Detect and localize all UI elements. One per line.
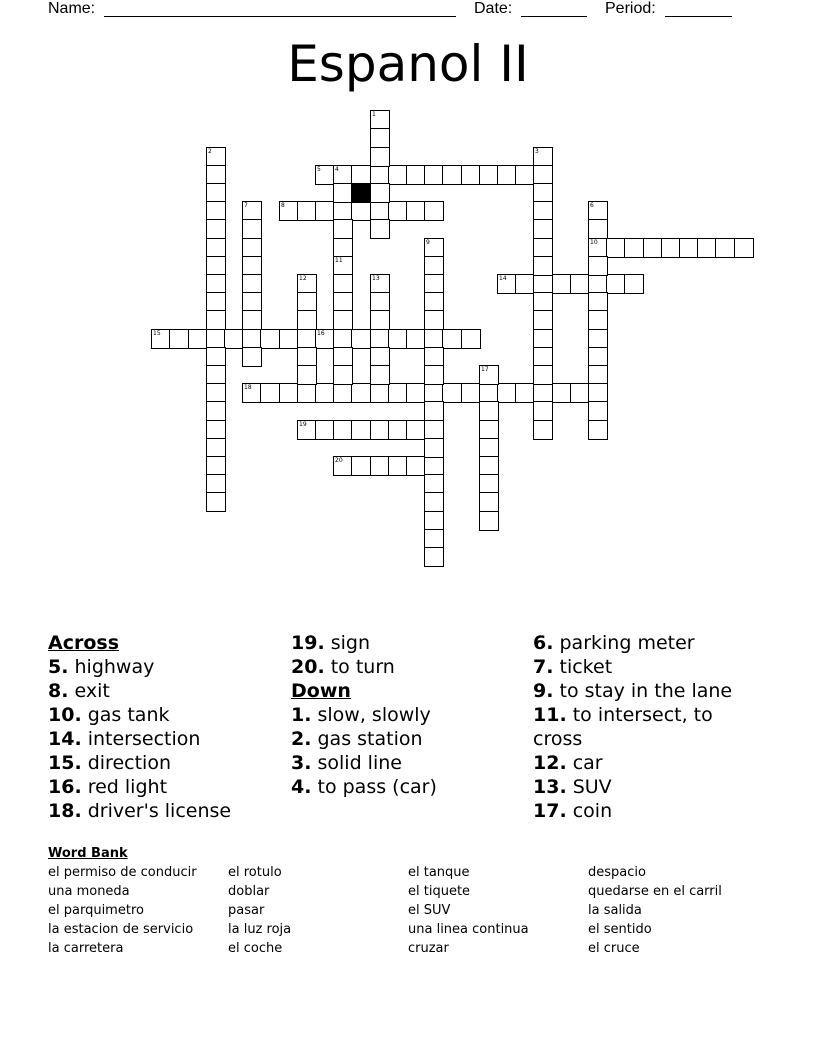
crossword-cell[interactable]	[697, 238, 717, 258]
crossword-cell[interactable]	[206, 492, 226, 512]
crossword-cell[interactable]	[370, 219, 390, 239]
word-bank-item: quedarse en el carril	[588, 884, 722, 899]
crossword-cell[interactable]	[533, 329, 553, 349]
page-title: Espanol II	[287, 35, 529, 93]
crossword-cell[interactable]	[624, 238, 644, 258]
crossword-cell[interactable]	[406, 420, 426, 440]
crossword-cell[interactable]	[588, 274, 608, 294]
word-bank-item: pasar	[228, 903, 265, 918]
cell-number: 5	[317, 166, 321, 173]
crossword-cell[interactable]	[479, 474, 499, 494]
crossword-cell[interactable]	[552, 383, 572, 403]
crossword-cell[interactable]	[533, 401, 553, 421]
crossword-cell[interactable]	[424, 274, 444, 294]
crossword-cell[interactable]	[533, 165, 553, 185]
crossword-cell[interactable]	[370, 201, 390, 221]
crossword-cell[interactable]	[388, 456, 408, 476]
crossword-cell[interactable]	[588, 329, 608, 349]
crossword-cell[interactable]	[370, 165, 390, 185]
crossword-cell[interactable]	[242, 238, 262, 258]
crossword-cell[interactable]	[206, 219, 226, 239]
clue-column-2	[291, 631, 531, 799]
crossword-cell[interactable]	[242, 274, 262, 294]
crossword-cell[interactable]	[370, 347, 390, 367]
crossword-cell[interactable]	[242, 292, 262, 312]
crossword-cell[interactable]	[206, 274, 226, 294]
crossword-cell[interactable]	[424, 256, 444, 276]
crossword-cell[interactable]	[242, 329, 262, 349]
crossword-cell[interactable]	[206, 147, 226, 167]
crossword-cell[interactable]	[424, 547, 444, 567]
crossword-cell[interactable]	[643, 238, 663, 258]
cell-number: 9	[426, 239, 430, 246]
crossword-cell[interactable]	[588, 420, 608, 440]
crossword-cell[interactable]	[279, 329, 299, 349]
crossword-cell[interactable]	[333, 238, 353, 258]
crossword-cell[interactable]	[533, 147, 553, 167]
word-bank-item: la carretera	[48, 941, 124, 956]
period-label: Period:	[605, 0, 656, 17]
crossword-cell[interactable]	[333, 329, 353, 349]
crossword-cell[interactable]	[461, 329, 481, 349]
crossword-cell[interactable]	[424, 292, 444, 312]
word-bank-item: el parquimetro	[48, 903, 144, 918]
word-bank-item: el cruce	[588, 941, 640, 956]
clue-column-1	[48, 631, 288, 823]
crossword-cell[interactable]	[479, 456, 499, 476]
crossword-cell[interactable]	[570, 274, 590, 294]
crossword-cell[interactable]	[515, 165, 535, 185]
crossword-cell[interactable]	[388, 329, 408, 349]
crossword-cell[interactable]	[588, 383, 608, 403]
clue-down-1: 1. slow, slowly	[291, 704, 431, 726]
crossword-cell[interactable]	[479, 383, 499, 403]
word-bank-column-4	[588, 863, 722, 958]
clue-down-2: 2. gas station	[291, 728, 423, 750]
crossword-cell[interactable]	[242, 347, 262, 367]
crossword-cell[interactable]	[333, 201, 353, 221]
crossword-cell[interactable]	[424, 383, 444, 403]
crossword-cell[interactable]	[661, 238, 681, 258]
crossword-cell[interactable]	[297, 365, 317, 385]
crossword-cell[interactable]	[206, 310, 226, 330]
crossword-cell[interactable]	[734, 238, 754, 258]
word-bank-item: el coche	[228, 941, 283, 956]
crossword-cell[interactable]	[206, 383, 226, 403]
word-bank	[48, 844, 788, 956]
crossword-cell[interactable]	[424, 492, 444, 512]
crossword-cell[interactable]	[206, 201, 226, 221]
crossword-cell[interactable]	[588, 310, 608, 330]
clue-down-7: 7. ticket	[533, 656, 613, 678]
word-bank-item: una linea continua	[408, 922, 529, 937]
crossword-cell[interactable]	[315, 420, 335, 440]
crossword-cell[interactable]	[370, 147, 390, 167]
crossword-cell[interactable]	[297, 274, 317, 294]
crossword-cell[interactable]	[351, 165, 371, 185]
crossword-cell[interactable]	[533, 274, 553, 294]
crossword-cell[interactable]	[206, 183, 226, 203]
crossword-cell[interactable]	[479, 420, 499, 440]
crossword-cell[interactable]	[588, 401, 608, 421]
crossword-cell[interactable]	[588, 292, 608, 312]
crossword-cell[interactable]	[406, 165, 426, 185]
crossword-cell[interactable]	[370, 383, 390, 403]
clue-across-15: 15. direction	[48, 752, 171, 774]
crossword-cell[interactable]	[333, 420, 353, 440]
cell-number: 7	[244, 202, 248, 209]
word-bank-item: despacio	[588, 865, 646, 880]
word-bank-title: Word Bank	[48, 846, 128, 861]
crossword-cell[interactable]	[297, 347, 317, 367]
word-bank-column-2	[228, 863, 291, 958]
cell-number: 13	[372, 275, 380, 282]
crossword-cell[interactable]	[406, 383, 426, 403]
clue-down-9: 9. to stay in the lane	[533, 680, 733, 702]
crossword-cell[interactable]	[424, 238, 444, 258]
crossword-cell[interactable]	[206, 238, 226, 258]
crossword-cell[interactable]	[533, 310, 553, 330]
crossword-cell[interactable]	[424, 347, 444, 367]
crossword-cell[interactable]	[606, 238, 626, 258]
clue-down-6: 6. parking meter	[533, 632, 695, 654]
crossword-cell[interactable]	[479, 438, 499, 458]
crossword-cell[interactable]	[297, 292, 317, 312]
crossword-cell[interactable]	[588, 256, 608, 276]
word-bank-item: doblar	[228, 884, 270, 899]
crossword-cell[interactable]	[333, 456, 353, 476]
clue-across-20: 20. to turn	[291, 656, 395, 678]
crossword-cell[interactable]	[260, 383, 280, 403]
crossword-cell[interactable]	[333, 347, 353, 367]
clue-across-14: 14. intersection	[48, 728, 201, 750]
cell-number: 15	[153, 330, 161, 337]
crossword-cell[interactable]	[315, 329, 335, 349]
clue-down-12: 12. car	[533, 752, 603, 774]
crossword-cell[interactable]	[406, 329, 426, 349]
crossword-cell[interactable]	[533, 420, 553, 440]
crossword-cell[interactable]	[260, 329, 280, 349]
clue-down-4: 4. to pass (car)	[291, 776, 437, 798]
crossword-cell[interactable]	[370, 292, 390, 312]
crossword-cell[interactable]	[424, 474, 444, 494]
crossword-cell[interactable]	[588, 365, 608, 385]
word-bank-item: el tiquete	[408, 884, 471, 899]
crossword-cell[interactable]	[206, 474, 226, 494]
crossword-cell[interactable]	[588, 201, 608, 221]
clue-across-8: 8. exit	[48, 680, 110, 702]
crossword-cell[interactable]	[242, 310, 262, 330]
crossword-cell[interactable]	[224, 329, 244, 349]
crossword-cell[interactable]	[388, 383, 408, 403]
crossword-cell[interactable]	[351, 329, 371, 349]
cell-number: 4	[335, 166, 339, 173]
cell-number: 20	[335, 457, 343, 464]
crossword-cell[interactable]	[370, 420, 390, 440]
crossword-cell[interactable]	[206, 292, 226, 312]
word-bank-item: la luz roja	[228, 922, 292, 937]
cell-number: 1	[372, 111, 376, 118]
crossword-cell[interactable]	[206, 420, 226, 440]
crossword-cell[interactable]	[570, 383, 590, 403]
crossword-cell[interactable]	[479, 511, 499, 531]
crossword-cell[interactable]	[461, 383, 481, 403]
cell-number: 3	[535, 148, 539, 155]
black-square	[351, 183, 371, 203]
clue-down-11: 11. to intersect, to cross	[533, 704, 713, 750]
crossword-cell[interactable]	[242, 383, 262, 403]
crossword-cell[interactable]	[424, 529, 444, 549]
crossword-cell[interactable]	[479, 365, 499, 385]
clue-across-18: 18. driver's license	[48, 800, 232, 822]
crossword-cell[interactable]	[206, 401, 226, 421]
crossword-cell[interactable]	[151, 329, 171, 349]
crossword-cell[interactable]	[206, 347, 226, 367]
crossword-cell[interactable]	[406, 201, 426, 221]
crossword-cell[interactable]	[679, 238, 699, 258]
word-bank-item: la estacion de servicio	[48, 922, 194, 937]
crossword-cell[interactable]	[351, 383, 371, 403]
crossword-cell[interactable]	[533, 292, 553, 312]
crossword-cell[interactable]	[333, 256, 353, 276]
crossword-cell[interactable]	[351, 201, 371, 221]
crossword-cell[interactable]	[242, 256, 262, 276]
crossword-cell[interactable]	[333, 165, 353, 185]
crossword-cell[interactable]	[388, 165, 408, 185]
clue-column-3	[533, 631, 763, 823]
cell-number: 10	[590, 239, 598, 246]
crossword-cell[interactable]	[242, 201, 262, 221]
crossword-cell[interactable]	[333, 310, 353, 330]
crossword-cell[interactable]	[479, 492, 499, 512]
cell-number: 17	[481, 366, 489, 373]
crossword-cell[interactable]	[169, 329, 189, 349]
crossword-cell[interactable]	[333, 274, 353, 294]
crossword-cell[interactable]	[279, 201, 299, 221]
crossword-cell[interactable]	[370, 456, 390, 476]
crossword-cell[interactable]	[315, 201, 335, 221]
cell-number: 19	[299, 421, 307, 428]
cell-number: 14	[499, 275, 507, 282]
crossword-cell[interactable]	[424, 329, 444, 349]
crossword-cell[interactable]	[588, 219, 608, 239]
cell-number: 2	[208, 148, 212, 155]
word-bank-column-3	[408, 863, 529, 958]
crossword-cell[interactable]	[333, 292, 353, 312]
clue-down-3: 3. solid line	[291, 752, 402, 774]
crossword-cell[interactable]	[370, 128, 390, 148]
crossword-cell[interactable]	[351, 420, 371, 440]
crossword-cell[interactable]	[370, 310, 390, 330]
clue-across-5: 5. highway	[48, 656, 155, 678]
crossword-cell[interactable]	[406, 456, 426, 476]
word-bank-item: el rotulo	[228, 865, 282, 880]
crossword-cell[interactable]	[497, 165, 517, 185]
date-label: Date:	[474, 0, 513, 17]
clue-down-17: 17. coin	[533, 800, 613, 822]
crossword-cell[interactable]	[315, 383, 335, 403]
crossword-cell[interactable]	[424, 401, 444, 421]
crossword-cell[interactable]	[333, 219, 353, 239]
crossword-cell[interactable]	[533, 183, 553, 203]
crossword-cell[interactable]	[442, 165, 462, 185]
crossword-cell[interactable]	[552, 274, 572, 294]
crossword-cell[interactable]	[370, 110, 390, 130]
crossword-cell[interactable]	[242, 219, 262, 239]
crossword-cell[interactable]	[279, 383, 299, 403]
crossword-cell[interactable]	[424, 420, 444, 440]
word-bank-item: el tanque	[408, 865, 470, 880]
cell-number: 11	[335, 257, 343, 264]
crossword-cell[interactable]	[533, 238, 553, 258]
down-heading: Down	[291, 680, 351, 702]
crossword-cell[interactable]	[442, 329, 462, 349]
crossword-cell[interactable]	[351, 456, 371, 476]
name-label: Name:	[48, 0, 96, 17]
word-bank-item: la salida	[588, 903, 642, 918]
crossword-cell[interactable]	[533, 347, 553, 367]
crossword-cell[interactable]	[315, 165, 335, 185]
word-bank-column-1	[48, 863, 197, 958]
crossword-cell[interactable]	[424, 365, 444, 385]
crossword-cell[interactable]	[297, 310, 317, 330]
crossword-cell[interactable]	[424, 438, 444, 458]
crossword-cell[interactable]	[297, 383, 317, 403]
clue-across-19: 19. sign	[291, 632, 370, 654]
crossword-cell[interactable]	[333, 183, 353, 203]
crossword-cell[interactable]	[715, 238, 735, 258]
word-bank-item: el sentido	[588, 922, 652, 937]
crossword-cell[interactable]	[297, 420, 317, 440]
crossword-cell[interactable]	[533, 219, 553, 239]
crossword-cell[interactable]	[479, 401, 499, 421]
cell-number: 12	[299, 275, 307, 282]
crossword-cell[interactable]	[479, 165, 499, 185]
crossword-cell[interactable]	[370, 329, 390, 349]
clue-down-13: 13. SUV	[533, 776, 612, 798]
crossword-cell[interactable]	[370, 274, 390, 294]
crossword-cell[interactable]	[533, 256, 553, 276]
crossword-cell[interactable]	[442, 383, 462, 403]
cell-number: 6	[590, 202, 594, 209]
crossword-cell[interactable]	[424, 456, 444, 476]
crossword-cell[interactable]	[533, 383, 553, 403]
crossword-cell[interactable]	[424, 310, 444, 330]
crossword-cell[interactable]	[333, 365, 353, 385]
crossword-cell[interactable]	[388, 201, 408, 221]
word-bank-item: una moneda	[48, 884, 130, 899]
crossword-cell[interactable]	[206, 438, 226, 458]
crossword-cell[interactable]	[206, 329, 226, 349]
crossword-cell[interactable]	[606, 274, 626, 294]
crossword-cell[interactable]	[297, 329, 317, 349]
word-bank-item: el SUV	[408, 903, 451, 918]
crossword-cell[interactable]	[388, 420, 408, 440]
cell-number: 8	[281, 202, 285, 209]
crossword-cell[interactable]	[588, 238, 608, 258]
crossword-cell[interactable]	[424, 511, 444, 531]
crossword-cell[interactable]	[206, 165, 226, 185]
crossword-cell[interactable]	[461, 165, 481, 185]
crossword-cell[interactable]	[424, 165, 444, 185]
cell-number: 18	[244, 384, 252, 391]
crossword-cell[interactable]	[333, 383, 353, 403]
crossword-cell[interactable]	[206, 456, 226, 476]
crossword-cell[interactable]	[497, 383, 517, 403]
crossword-cell[interactable]	[370, 365, 390, 385]
crossword-cell[interactable]	[188, 329, 208, 349]
crossword-cell[interactable]	[297, 201, 317, 221]
across-heading: Across	[48, 632, 120, 654]
crossword-cell[interactable]	[206, 256, 226, 276]
clue-across-10: 10. gas tank	[48, 704, 170, 726]
crossword-cell[interactable]	[533, 365, 553, 385]
crossword-cell[interactable]	[497, 274, 517, 294]
crossword-cell[interactable]	[424, 201, 444, 221]
crossword-cell[interactable]	[588, 347, 608, 367]
crossword-cell[interactable]	[370, 183, 390, 203]
word-bank-item: cruzar	[408, 941, 449, 956]
crossword-cell[interactable]	[206, 365, 226, 385]
word-bank-item: el permiso de conducir	[48, 865, 197, 880]
clue-across-16: 16. red light	[48, 776, 168, 798]
crossword-cell[interactable]	[515, 383, 535, 403]
crossword-cell[interactable]	[515, 274, 535, 294]
crossword-cell[interactable]	[624, 274, 644, 294]
crossword-cell[interactable]	[533, 201, 553, 221]
cell-number: 16	[317, 330, 325, 337]
